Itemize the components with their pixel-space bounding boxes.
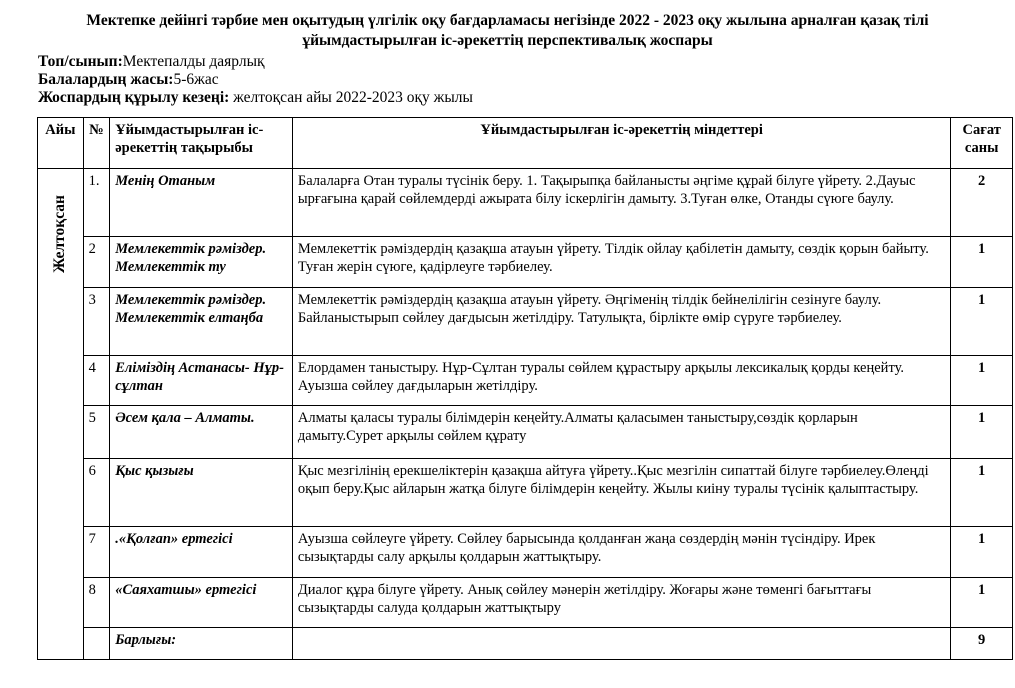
row-hours: 1 — [951, 288, 1013, 356]
table-row — [38, 406, 1013, 459]
table-row — [38, 578, 1013, 628]
row-hours: 1 — [951, 356, 1013, 406]
table-row — [38, 459, 1013, 527]
document-title — [0, 11, 1015, 51]
row-tasks: Мемлекеттік рәміздердің қазақша атауын үйрету. Әңгіменің тілдік бейнелілігін сезінуге баулу. Байланыстырып сөйлеу дағдысын жетілдіру. Татулықта, бірлікте өмір сүруге тәрбиелеу. — [292, 288, 950, 356]
row-topic: Қыс қызығы — [110, 459, 293, 527]
table-row — [38, 527, 1013, 578]
age-value: 5-6жас — [173, 71, 219, 88]
group-value: Мектепалды даярлық — [122, 53, 265, 70]
row-number: 1. — [83, 169, 110, 237]
group-line — [38, 53, 265, 71]
header-tasks: Ұйымдастырылған іс-әрекеттің міндеттері — [292, 118, 950, 169]
row-hours: 1 — [951, 459, 1013, 527]
row-tasks: Диалог құра білуге үйрету. Анық сөйлеу мәнерін жетілдіру. Жоғары және төменгі бағыттағы сызықтарды салуда қолдарын жаттықтыру — [292, 578, 950, 628]
row-topic: Менің Отаным — [110, 169, 293, 237]
row-topic: Әсем қала – Алматы. — [110, 406, 293, 459]
row-hours: 1 — [951, 578, 1013, 628]
row-hours: 2 — [951, 169, 1013, 237]
row-topic: Мемлекеттік рәміздер. Мемлекеттік ту — [110, 237, 293, 288]
table-row — [38, 288, 1013, 356]
plan-table — [37, 117, 1013, 660]
title-line-1: Мектепке дейінгі тәрбие мен оқытудың үлгілік оқу бағдарламасы негізінде 2022 - 2023 оқу жылына арналған қазақ тілі — [86, 12, 929, 29]
total-num-cell — [83, 628, 110, 660]
total-hours: 9 — [951, 628, 1013, 660]
period-line — [38, 89, 473, 107]
row-topic: Мемлекеттік рәміздер. Мемлекеттік елтаңба — [110, 288, 293, 356]
row-number: 8 — [83, 578, 110, 628]
table-row — [38, 237, 1013, 288]
age-line — [38, 71, 219, 89]
period-label: Жоспардың құрылу кезеңі: — [38, 89, 230, 106]
row-topic: .«Қолғап» ертегісі — [110, 527, 293, 578]
row-number: 6 — [83, 459, 110, 527]
row-tasks: Балаларға Отан туралы түсінік беру. 1. Тақырыпқа байланысты әңгіме құрай білуге үйрету. 2.Дауыс ырғағына қарай сөйлемдерді ажырата білу іскерлігін дамыту. 3.Туған өлке, Отанды сүюге баулу. — [292, 169, 950, 237]
header-hours: Сағат саны — [951, 118, 1013, 169]
row-hours: 1 — [951, 237, 1013, 288]
header-num: № — [83, 118, 110, 169]
total-label: Барлығы: — [110, 628, 293, 660]
row-tasks: Елордамен таныстыру. Нұр-Сұлтан туралы сөйлем құрастыру арқылы лексикалық қорды кеңейту. Ауызша сөйлеу дағдыларын жетілдіру. — [292, 356, 950, 406]
row-tasks: Қыс мезгілінің ерекшеліктерін қазақша айтуға үйрету..Қыс мезгілін сипаттай білуге тәрбиелеу.Өлеңді оқып беру.Қыс айларын жатқа білуге білімдерін кеңейту. Жылы киіну туралы түсінік қалыптастыру. — [292, 459, 950, 527]
row-number: 3 — [83, 288, 110, 356]
total-tasks-cell — [292, 628, 950, 660]
period-value: желтоқсан айы 2022-2023 оқу жылы — [229, 89, 473, 106]
title-line-2: ұйымдастырылған іс-әрекеттің перспективалық жоспары — [302, 32, 713, 49]
row-hours: 1 — [951, 406, 1013, 459]
row-number: 4 — [83, 356, 110, 406]
row-number: 5 — [83, 406, 110, 459]
row-tasks: Мемлекеттік рәміздердің қазақша атауын үйрету. Тілдік ойлау қабілетін дамыту, сөздік қорын байыту. Туған жерін сүюге, қадірлеуге тәрбиелеу. — [292, 237, 950, 288]
month-cell — [38, 169, 84, 660]
row-tasks: Алматы қаласы туралы білімдерін кеңейту.Алматы қаласымен таныстыру,сөздік қорларын дамыту.Сурет арқылы сөйлем құрату — [292, 406, 950, 459]
row-number: 2 — [83, 237, 110, 288]
row-topic: Еліміздің Астанасы- Нұр-сұлтан — [110, 356, 293, 406]
table-row — [38, 356, 1013, 406]
table-header-row — [38, 118, 1013, 169]
header-topic: Ұйымдастырылған іс-әрекеттің тақырыбы — [110, 118, 293, 169]
row-number: 7 — [83, 527, 110, 578]
header-month: Айы — [38, 118, 84, 169]
row-tasks: Ауызша сөйлеуге үйрету. Сөйлеу барысында қолданған жаңа сөздердің мәнін түсіндіру. Ирек сызықтарды салу арқылы қолдарын жаттықтыру. — [292, 527, 950, 578]
group-label: Топ/сынып: — [38, 53, 123, 70]
row-topic: «Саяхатшы» ертегісі — [110, 578, 293, 628]
table-row — [38, 169, 1013, 237]
month-label: Желтоқсан — [51, 195, 69, 273]
row-hours: 1 — [951, 527, 1013, 578]
total-row — [38, 628, 1013, 660]
age-label: Балалардың жасы: — [38, 71, 174, 88]
